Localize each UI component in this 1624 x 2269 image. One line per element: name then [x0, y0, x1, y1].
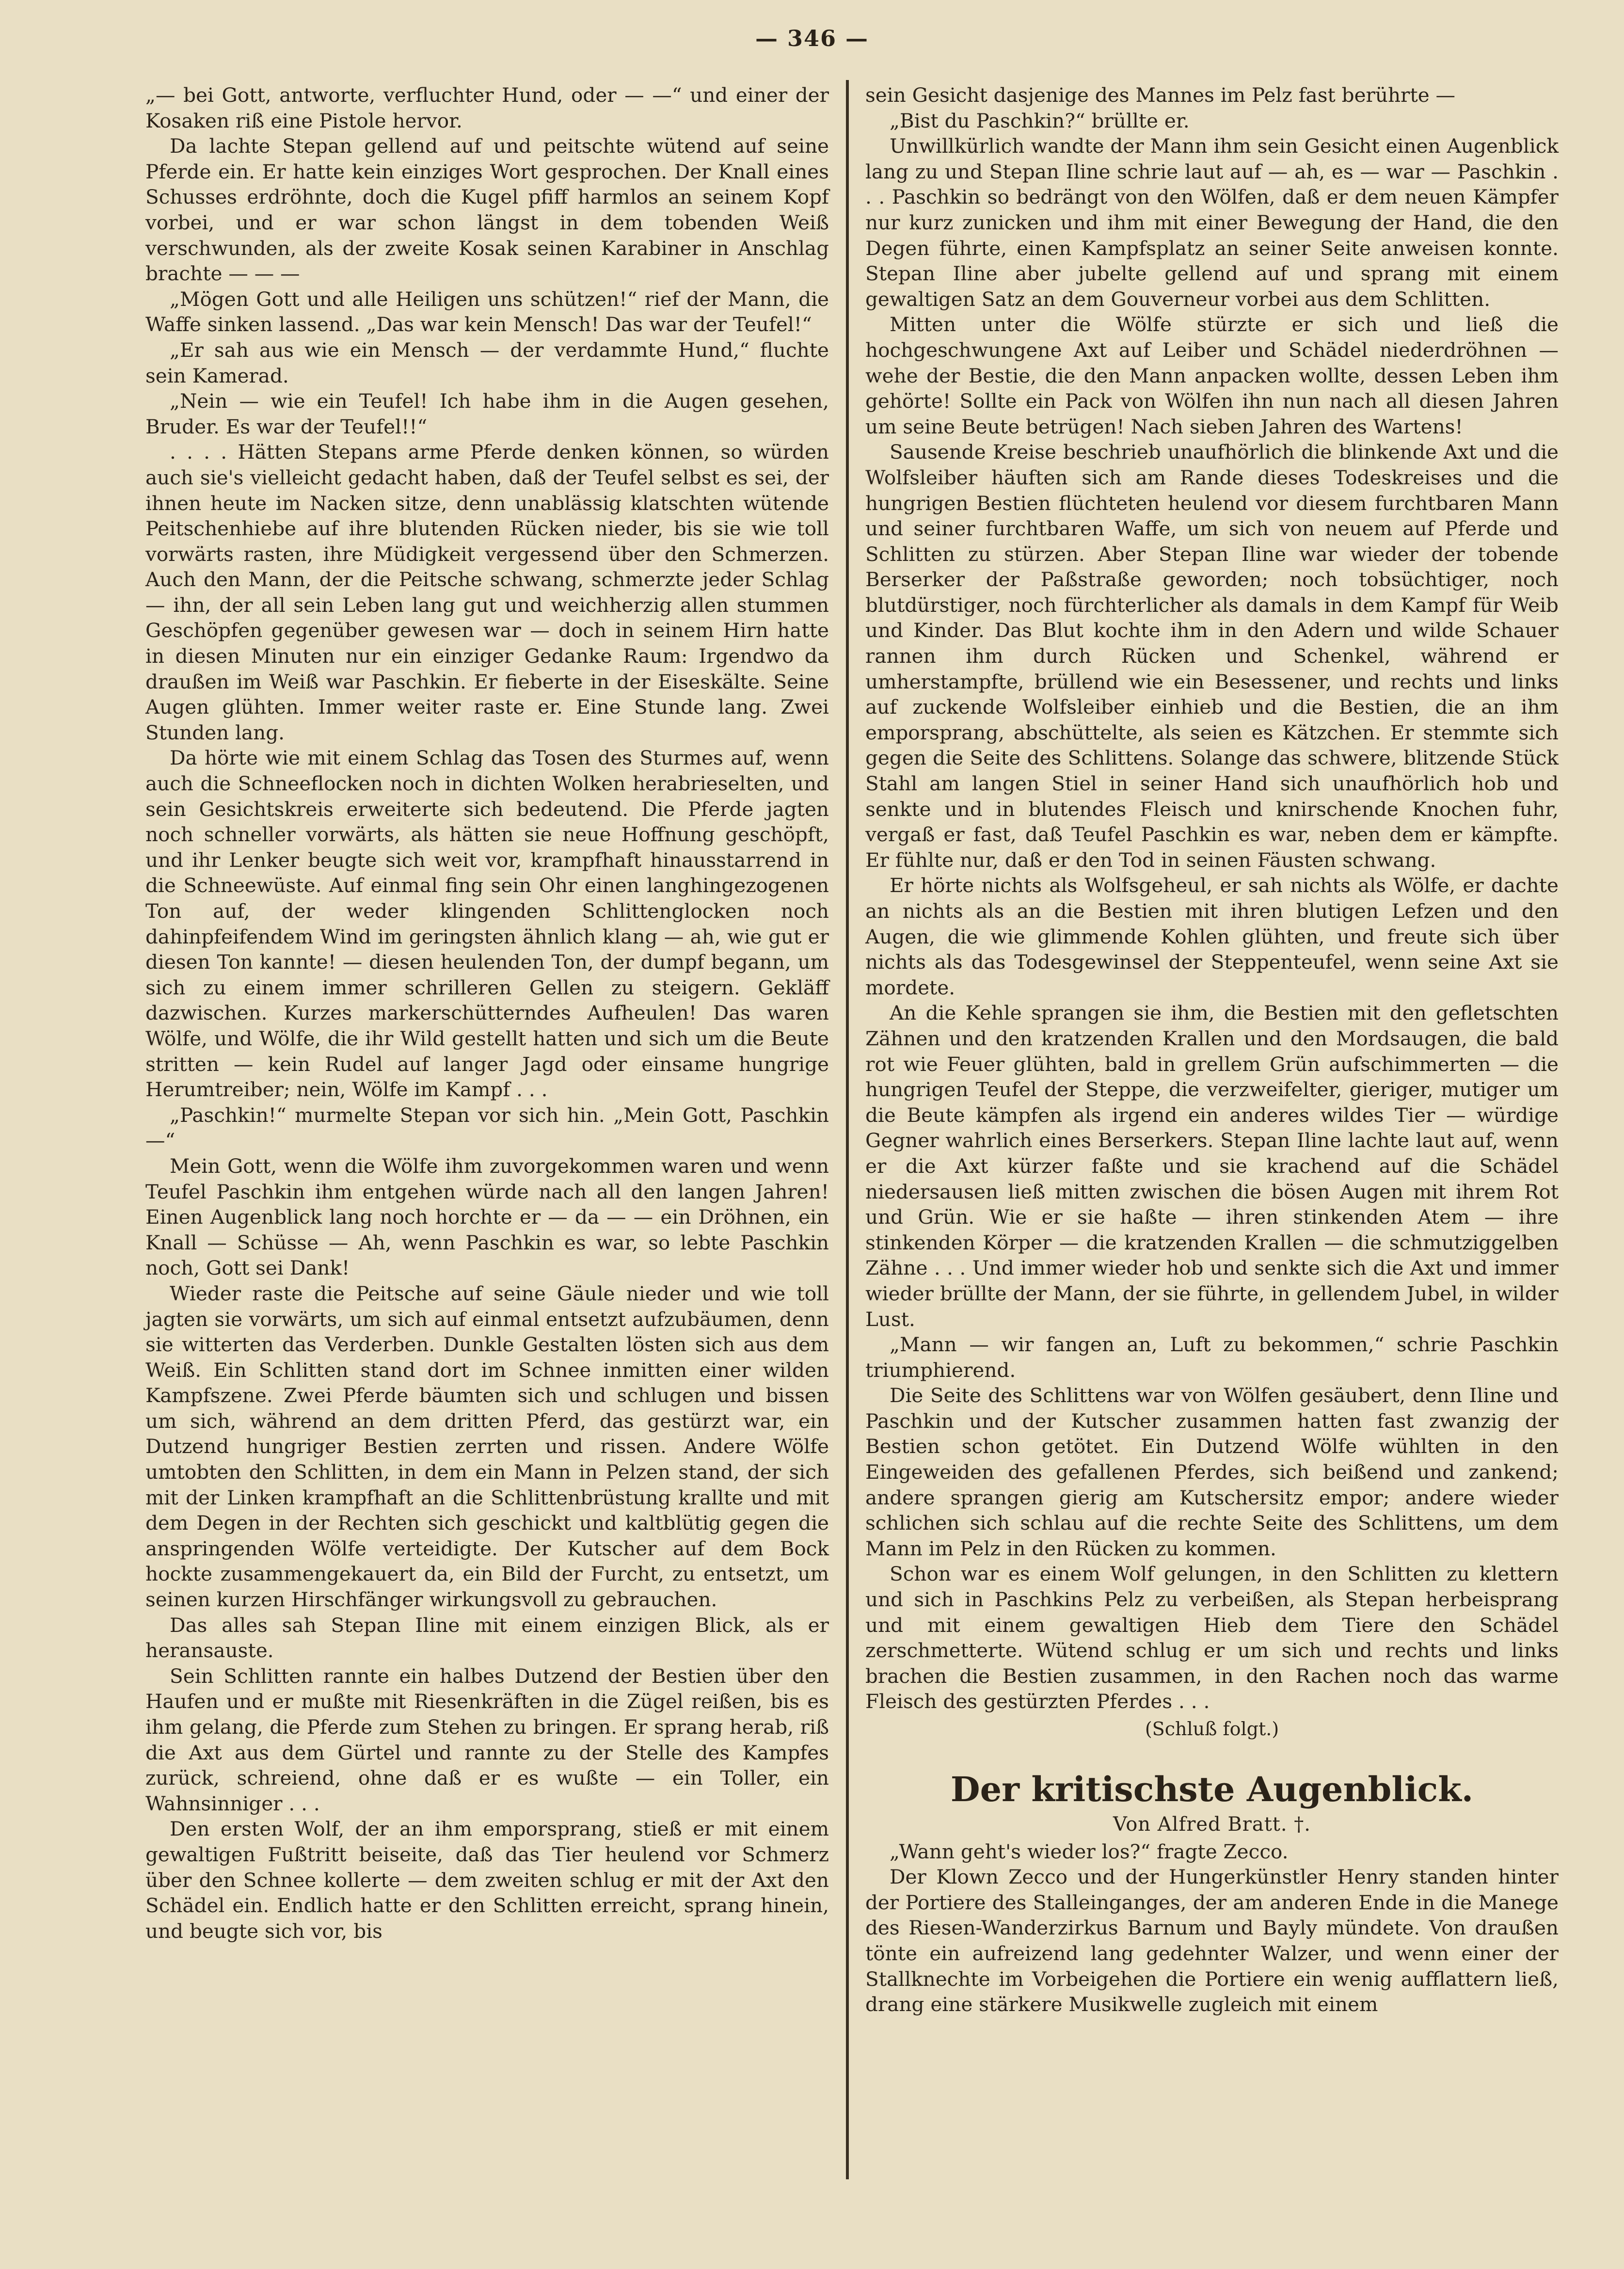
- paragraph: Sausende Kreise beschrieb unaufhörlich die blinkende Axt und die Wolfsleiber häuften sich am Rande dieses Todeskreises und die hungrigen Bestien flüchteten heulend vor diesem furchtbaren Mann und seiner furchtbaren Waffe, um sich von neuem auf Pferde und Schlitten zu stürzen. Aber Stepan Iline war wieder der tobende Berserker der Paßstraße geworden; noch tobsüchtiger, noch blutdürstiger, noch fürchterlicher als damals in dem Kampf für Weib und Kinder. Das Blut kochte ihm in den Adern und wilde Schauer rannen ihm durch Rücken und Schenkel, während er umherstampfte, brüllend wie ein Besessener, und rechts und links auf zuckende Wolfsleiber einhieb und die Bestien, die an ihm emporsprang, abschüttelte, als seien es Kätzchen. Er stemmte sich gegen die Seite des Schlittens. Solange das schwere, blitzende Stück Stahl am langen Stiel in seiner Hand sich unaufhörlich hob und senkte und in blutendes Fleisch und knirschende Knochen fuhr, vergaß er fast, daß Teufel Paschkin es war, neben dem er kämpfte. Er fühlte nur, daß er den Tod in seinen Fäusten schwang.: [865, 440, 1559, 872]
- paragraph: Da hörte wie mit einem Schlag das Tosen des Sturmes auf, wenn auch die Schneeflocken noch in dichten Wolken herabrieselten, und sein Gesichtskreis erweiterte sich bedeutend. Die Pferde jagten noch schneller vorwärts, als hätten sie neue Hoffnung geschöpft, und ihr Lenker beugte sich weit vor, krampfhaft hinausstarrend in die Schneewüste. Auf einmal fing sein Ohr einen langhingezogenen Ton auf, der weder klingenden Schlittenglocken noch dahinpfeifendem Wind im geringsten ähnlich klang — ah, wie gut er diesen Ton kannte! — diesen heulenden Ton, der dumpf begann, um sich zu einem immer schrilleren Gellen zu steigern. Gekläff dazwischen. Kurzes markerschütterndes Aufheulen! Das waren Wölfe, und Wölfe, die ihr Wild gestellt hatten und sich um die Beute stritten — kein Rudel auf langer Jagd oder einsame hungrige Herumtreiber; nein, Wölfe im Kampf . . .: [145, 746, 829, 1102]
- paragraph: „Nein — wie ein Teufel! Ich habe ihm in die Augen gesehen, Bruder. Es war der Teufel!!“: [145, 389, 829, 438]
- paragraph: Sein Schlitten rannte ein halbes Dutzend der Bestien über den Haufen und er mußte mit Riesenkräften in die Zügel reißen, bis es ihm gelang, die Pferde zum Stehen zu bringen. Er sprang herab, riß die Axt aus dem Gürtel und rannte zu der Stelle des Kampfes zurück, schreiend, ohne daß er es wußte — ein Toller, ein Wahnsinniger . . .: [145, 1664, 829, 1815]
- paragraph: Er hörte nichts als Wolfsgeheul, er sah nichts als Wölfe, er dachte an nichts als an die Bestien mit ihren blutigen Lefzen und den Augen, die wie glimmende Kohlen glühten, und freute sich über nichts als das Todesgewinsel der Steppenteufel, wenn seine Axt sie mordete.: [865, 874, 1559, 999]
- page-number: — 346 —: [755, 25, 869, 51]
- paragraph: Die Seite des Schlittens war von Wölfen gesäubert, denn Iline und Paschkin und der Kutscher zusammen hatten fast zwanzig der Bestien schon getötet. Ein Dutzend Wölfe wühlten in den Eingeweiden des gefallenen Pferdes, sich beißend und zankend; andere sprangen gierig am Kutschersitz empor; andere wieder schlichen sich schlau auf die rechte Seite des Schlittens, um dem Mann im Pelz in den Rücken zu kommen.: [865, 1384, 1559, 1560]
- left-column: [145, 82, 829, 1944]
- paragraph: Mitten unter die Wölfe stürzte er sich und ließ die hochgeschwungene Axt auf Leiber und Schädel niederdröhnen — wehe der Bestie, die den Mann anpacken wollte, dessen Leben ihm gehörte! Sollte ein Pack von Wölfen ihn nun nach all diesen Jahren um seine Beute betrügen! Nach sieben Jahren des Wartens!: [865, 313, 1559, 438]
- paragraph: „Bist du Paschkin?“ brüllte er.: [890, 109, 1190, 132]
- paragraph: . . . . Hätten Stepans arme Pferde denken können, so würden auch sie's vielleicht gedacht haben, daß der Teufel selbst es sei, der ihnen heute im Nacken sitze, denn unablässig klatschten wütende Peitschenhiebe auf ihre blutenden Rücken nieder, bis sie wie toll vorwärts rasten, ihre Müdigkeit vergessend über den Schmerzen. Auch den Mann, der die Peitsche schwang, schmerzte jeder Schlag — ihn, der all sein Leben lang gut und weichherzig allen stummen Geschöpfen gegenüber gewesen war — doch in seinem Hirn hatte in diesen Minuten nur ein einziger Gedanke Raum: Irgendwo da draußen im Weiß war Paschkin. Er fieberte in der Eiseskälte. Seine Augen glühten. Immer weiter raste er. Eine Stunde lang. Zwei Stunden lang.: [145, 440, 829, 744]
- paragraph: „Mann — wir fangen an, Luft zu bekommen,“ schrie Paschkin triumphierend.: [865, 1333, 1559, 1382]
- paragraph: Schon war es einem Wolf gelungen, in den Schlitten zu klettern und sich in Paschkins Pelz zu verbeißen, als Stepan herbeisprang und mit einem gewaltigen Hieb dem Tiere den Schädel zerschmetterte. Wütend schlug er um sich und rechts und links brachen die Bestien zusammen, in den Rachen noch das warme Fleisch des gestürzten Pferdes . . .: [865, 1562, 1559, 1713]
- paragraph: Der Klown Zecco und der Hungerkünstler Henry standen hinter der Portiere des Stalleinganges, der am anderen Ende in die Manege des Riesen-Wanderzirkus Barnum und Bayly mündete. Von draußen tönte ein aufreizend lang gedehnter Walzer, und wenn einer der Stallknechte im Vorbeigehen die Portiere ein wenig aufflattern ließ, drang eine stärkere Musikwelle zugleich mit einem: [865, 1865, 1559, 2016]
- paragraph: Den ersten Wolf, der an ihm emporsprang, stieß er mit einem gewaltigen Fußtritt beiseite, daß das Tier heulend vor Schmerz über den Schnee kollerte — dem zweiten schlug er mit der Axt den Schädel ein. Endlich hatte er den Schlitten erreicht, sprang hinein, und beugte sich vor, bis: [145, 1817, 829, 1943]
- paragraph: Mein Gott, wenn die Wölfe ihm zuvorgekommen waren und wenn Teufel Paschkin ihm entgehen würde nach all den langen Jahren! Einen Augenblick lang noch horchte er — da — — ein Dröhnen, ein Knall — Schüsse — Ah, wenn Paschkin es war, so lebte Paschkin noch, Gott sei Dank!: [145, 1154, 829, 1280]
- column-divider: [846, 80, 849, 2179]
- paragraph: „Er sah aus wie ein Mensch — der verdammte Hund,“ fluchte sein Kamerad.: [145, 338, 829, 387]
- paragraph: Das alles sah Stepan Iline mit einem einzigen Blick, als er heransauste.: [145, 1613, 829, 1662]
- paragraph: „— bei Gott, antworte, verfluchter Hund, oder — —“ und einer der Kosaken riß eine Pistole hervor.: [145, 83, 829, 132]
- paragraph: „Mögen Gott und alle Heiligen uns schützen!“ rief der Mann, die Waffe sinken lassend. „Das war kein Mensch! Das war der Teufel!“: [145, 287, 829, 336]
- paragraph: „Wann geht's wieder los?“ fragte Zecco.: [890, 1839, 1289, 1863]
- paragraph: „Paschkin!“ murmelte Stepan vor sich hin. „Mein Gott, Paschkin —“: [145, 1103, 829, 1152]
- paragraph: Wieder raste die Peitsche auf seine Gäule nieder und wie toll jagten sie vorwärts, um sich auf einmal entsetzt aufzubäumen, denn sie witterten das Verderben. Dunkle Gestalten lösten sich aus dem Weiß. Ein Schlitten stand dort im Schnee inmitten einer wilden Kampfszene. Zwei Pferde bäumten sich und schlugen und bissen um sich, während an dem dritten Pferd, das gestürzt war, ein Dutzend hungriger Bestien zerrten und rissen. Andere Wölfe umtobten den Schlitten, in dem ein Mann in Pelzen stand, der sich mit der Linken krampfhaft an die Schlittenbrüstung krallte und mit dem Degen in der Rechten sich geschickt und kaltblütig gegen die anspringenden Wölfe verteidigte. Der Kutscher auf dem Bock hockte zusammengekauert da, ein Bild der Furcht, zu entsetzt, um seinen kurzen Hirschfänger wirkungsvoll zu gebrauchen.: [145, 1281, 829, 1612]
- continued-note: (Schluß folgt.): [1145, 1718, 1279, 1740]
- paragraph: Da lachte Stepan gellend auf und peitschte wütend auf seine Pferde ein. Er hatte kein einziges Wort gesprochen. Der Knall eines Schusses erdröhnte, doch die Kugel pfiff harmlos an seinem Kopf vorbei, und er war schon längst in dem tobenden Weiß verschwunden, als der zweite Kosak seinen Karabiner in Anschlag brachte — — —: [145, 134, 829, 286]
- paragraph: An die Kehle sprangen sie ihm, die Bestien mit den gefletschten Zähnen und den kratzenden Krallen und den Mordsaugen, die bald rot wie Feuer glühten, bald in grellem Grün aufschimmerten — die hungrigen Teufel der Steppe, die verzweifelter, gieriger, mutiger um die Beute kämpfen als irgend ein anderes wildes Tier — würdige Gegner wahrlich eines Berserkers. Stepan Iline lachte laut auf, wenn er die Axt kürzer faßte und sie krachend auf die Schädel niedersausen ließ mitten zwischen die bösen Augen mit ihrem Rot und Grün. Wie er sie haßte — ihren stinkenden Atem — ihre stinkenden Körper — die kratzenden Krallen — die schmutziggelben Zähne . . . Und immer wieder hob und senkte sich die Axt und immer wieder brüllte der Mann, der sie führte, in gellendem Jubel, in wilder Lust.: [865, 1001, 1559, 1331]
- paragraph: sein Gesicht dasjenige des Mannes im Pelz fast berührte —: [865, 83, 1456, 107]
- story-title: Der kritischste Augenblick.: [950, 1769, 1474, 1809]
- paragraph: Unwillkürlich wandte der Mann ihm sein Gesicht einen Augenblick lang zu und Stepan Iline schrie laut auf — ah, es — war — Paschkin . . . Paschkin so bedrängt von den Wölfen, daß er dem neuen Kämpfer nur kurz zunicken und ihm mit einer Bewegung der Hand, die den Degen führte, einen Kampfsplatz an seiner Seite anweisen konnte. Stepan Iline aber jubelte gellend auf und sprang mit einem gewaltigen Satz an dem Gouverneur vorbei aus dem Schlitten.: [865, 134, 1559, 311]
- right-column: [865, 82, 1559, 2017]
- byline: Von Alfred Bratt. †.: [1113, 1813, 1311, 1836]
